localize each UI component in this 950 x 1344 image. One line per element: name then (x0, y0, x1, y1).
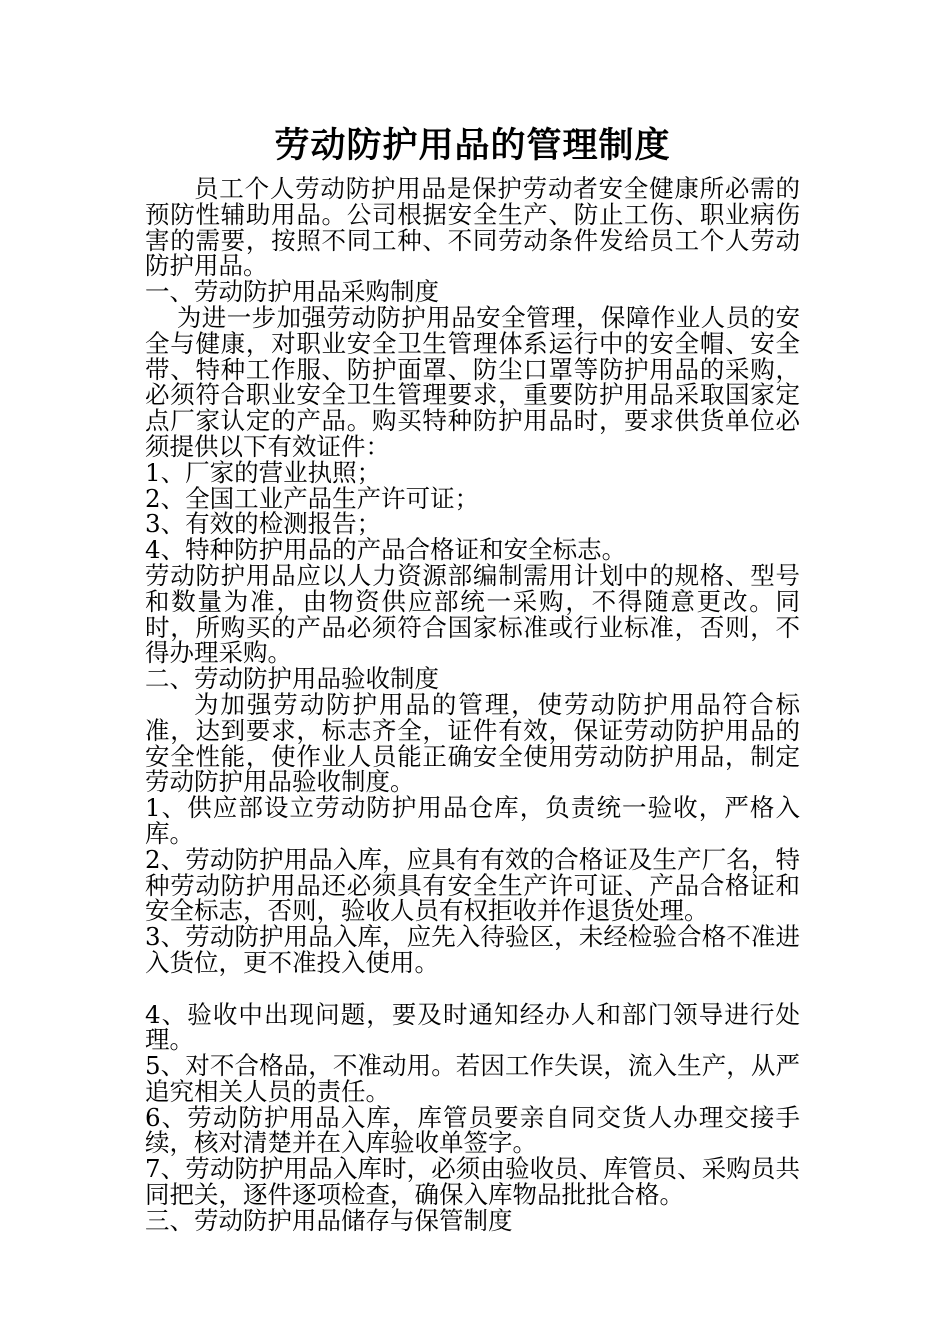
intro-paragraph: 员工个人劳动防护用品是保护劳动者安全健康所必需的预防性辅助用品。公司根据安全生产、防止工伤、职业病伤害的需要，按照不同工种、不同劳动条件发给员工个人劳动防护用品。 (145, 174, 800, 281)
section-2-item-1: 1、供应部设立劳动防护用品仓库，负责统一验收，严格入库。 (145, 793, 800, 848)
section-2-heading: 二、劳动防护用品验收制度 (145, 664, 439, 694)
section-1-item-3: 3、有效的检测报告； (145, 509, 382, 539)
section-1-item-4: 4、特种防护用品的产品合格证和安全标志。 (145, 535, 627, 565)
section-2-item-6: 6、劳动防护用品入库，库管员要亲自同交货人办理交接手续，核对清楚并在入库验收单签字。 (145, 1102, 800, 1158)
section-1-body: 为进一步加强劳动防护用品安全管理，保障作业人员的安全与健康，对职业安全卫生管理体系运行中的安全帽、安全带、特种工作服、防护面罩、防尘口罩等防护用品的采购，必须符合职业安全卫生管理要求，重要防护用品采取国家定点厂家认定的产品。购买特种防护用品时，要求供货单位必须提供以下有效证件： (145, 302, 800, 461)
section-1-item-1: 1、厂家的营业执照； (145, 457, 382, 487)
document-page (145, 118, 800, 1234)
paragraph-gap (145, 976, 800, 1002)
section-2-item-2: 2、劳动防护用品入库，应具有有效的合格证及生产厂名，特种劳动防护用品还必须具有安全生产许可证、产品合格证和安全标志，否则，验收人员有权拒收并作退货处理。 (145, 844, 800, 926)
section-2-item-7: 7、劳动防护用品入库时，必须由验收员、库管员、采购员共同把关，逐件逐项检查，确保入库物品批批合格。 (145, 1154, 800, 1210)
section-2-item-3: 3、劳动防护用品入库，应先入待验区，未经检验合格不准进入货位，更不准投入使用。 (145, 922, 800, 977)
section-1-heading: 一、劳动防护用品采购制度 (145, 277, 439, 307)
section-1-closing: 劳动防护用品应以人力资源部编制需用计划中的规格、型号和数量为准，由物资供应部统一采购，不得随意更改。同时，所购买的产品必须符合国家标准或行业标准，否则，不得办理采购。 (145, 560, 800, 668)
section-2-body: 为加强劳动防护用品的管理，使劳动防护用品符合标准，达到要求，标志齐全，证件有效，保证劳动防护用品的安全性能，使作业人员能正确安全使用劳动防护用品，制定劳动防护用品验收制度。 (145, 689, 800, 797)
document-title: 劳动防护用品的管理制度 (274, 125, 671, 166)
section-1-item-2: 2、全国工业产品生产许可证； (145, 483, 480, 513)
section-2-item-5: 5、对不合格品，不准动用。若因工作失误，流入生产，从严追究相关人员的责任。 (145, 1051, 800, 1106)
section-2-item-4: 4、验收中出现问题，要及时通知经办人和部门领导进行处理。 (145, 999, 800, 1055)
section-3-heading: 三、劳动防护用品储存与保管制度 (145, 1205, 513, 1235)
